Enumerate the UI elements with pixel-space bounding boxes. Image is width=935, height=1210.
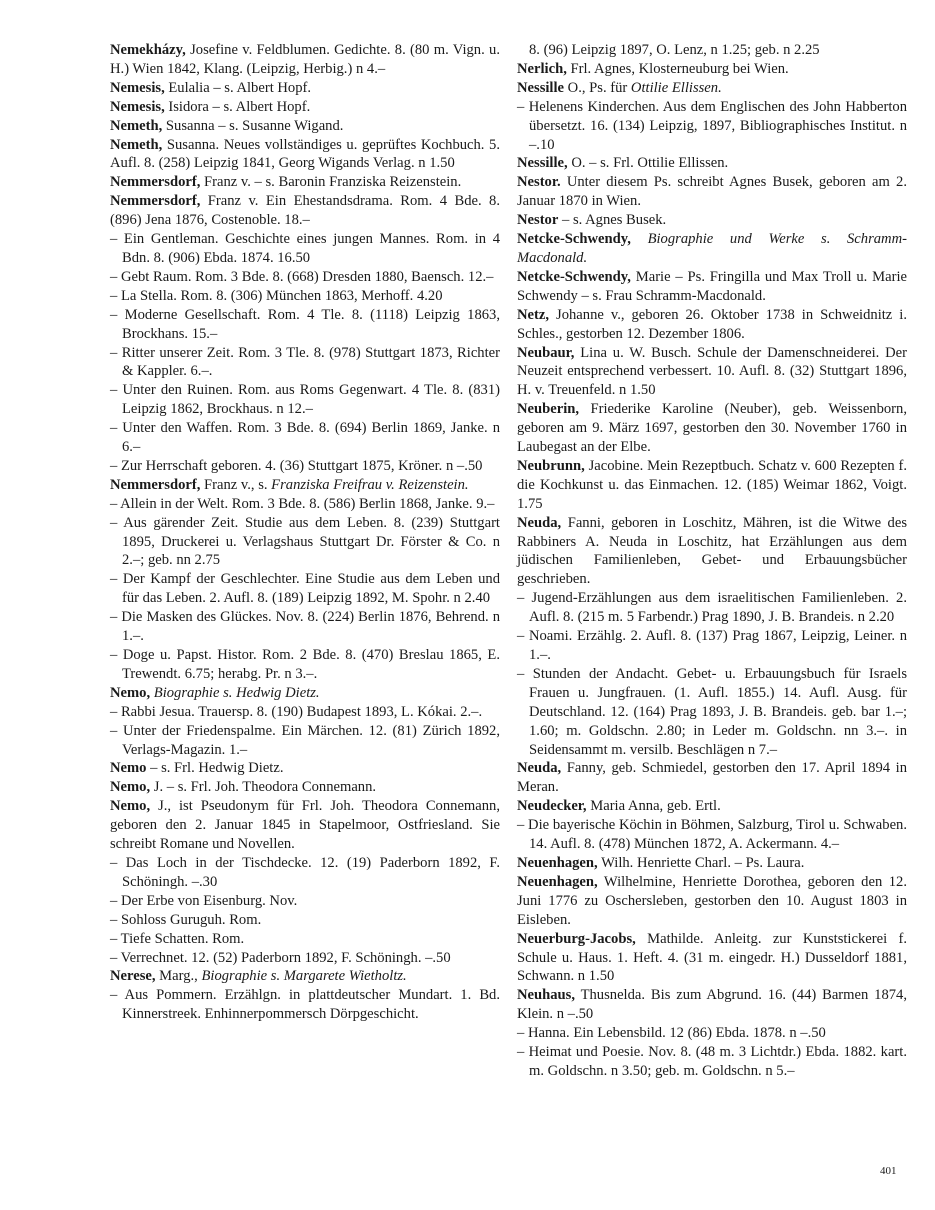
entry-text: – Die Masken des Glückes. Nov. 8. (224) Berlin 1876, Behrend. n 1.–. [110, 609, 500, 645]
entry-italic-text: Biographie s. Hedwig Dietz. [153, 684, 320, 701]
entry-text: Josefine v. Feldblumen. Gedichte. 8. (80 m. Vign. u. H.) Wien 1842, Klang. (Leipzig, Herbig.) n 4.– [110, 42, 500, 77]
entry-text: – Noami. Erzählg. 2. Aufl. 8. (137) Prag 1867, Leipzig, Leiner. n 1.–. [517, 628, 907, 663]
entry-heading: Neuberin, [517, 401, 580, 418]
work-entry [110, 230, 500, 268]
entry-text: Fanni, geboren in Loschitz, Mähren, ist die Witwe des Rabbiners A. Neuda in Loschitz, hat Erzählungen aus dem jüdischen Familienleben, Gebet- und Erbauungsbücher geschrieben. [517, 514, 907, 588]
work-entry [110, 911, 500, 930]
bibliography-entry [517, 306, 907, 344]
entry-text: – Ein Gentleman. Geschichte eines jungen Mannes. Rom. in 4 Bdn. 8. (906) Ebda. 1874. 16.50 [110, 231, 500, 266]
entry-italic-text: Franziska Freifrau v. Reizenstein. [271, 476, 469, 493]
entry-heading: Nemmersdorf, [110, 193, 201, 210]
entry-heading: Neuerburg-Jacobs, [517, 930, 636, 947]
entry-text: – Unter den Waffen. Rom. 3 Bde. 8. (694) Berlin 1869, Janke. n 6.– [110, 420, 500, 456]
entry-heading: Nestor. [517, 174, 561, 191]
bibliography-entry [110, 79, 500, 98]
work-entry [110, 514, 500, 571]
left-column [110, 41, 500, 1024]
entry-heading: Neubrunn, [517, 457, 585, 474]
entry-text: Friederike Karoline (Neuber), geb. Weissenborn, geboren am 9. März 1697, gestorben den 30. November 1760 in Laubegast an der Elbe. [517, 401, 907, 456]
bibliography-entry [110, 476, 500, 495]
entry-heading: Neuhaus, [517, 987, 575, 1004]
entry-heading: Neudecker, [517, 798, 587, 815]
entry-text: – Die bayerische Köchin in Böhmen, Salzburg, Tirol u. Schwaben. 14. Aufl. 8. (478) München 1872, A. Ackermann. 4.– [517, 817, 907, 853]
entry-heading: Nerlich, [517, 60, 567, 77]
work-entry [110, 930, 500, 949]
entry-heading: Neuda, [517, 514, 562, 531]
entry-text: Isidora – s. Albert Hopf. [164, 98, 311, 115]
work-entry [110, 854, 500, 892]
entry-continuation [517, 41, 907, 60]
entry-text: Franz v. Ein Ehestandsdrama. Rom. 4 Bde. 8. (896) Jena 1876, Costenoble. 18.– [110, 193, 500, 229]
bibliography-entry [517, 400, 907, 457]
entry-heading: Neuenhagen, [517, 873, 598, 890]
entry-text: – Aus Pommern. Erzählgn. in plattdeutscher Mundart. 1. Bd. Kinnerstreek. Enhinnerpommersch Dörpgeschicht. [110, 987, 500, 1023]
entry-text: Franz v., s. [200, 476, 272, 493]
entry-text: – Heimat und Poesie. Nov. 8. (48 m. 3 Lichtdr.) Ebda. 1882. kart. m. Goldschn. n 3.50; geb. m. Goldschn. n 5.– [517, 1044, 907, 1079]
entry-heading: Nemmersdorf, [110, 476, 201, 493]
entry-text: – Unter der Friedenspalme. Ein Märchen. 12. (81) Zürich 1892, Verlags-Magazin. 1.– [110, 722, 500, 758]
entry-heading: Neuda, [517, 760, 562, 777]
entry-heading: Nemesis, [110, 79, 165, 96]
bibliography-entry [517, 60, 907, 79]
entry-italic-text: Ottilie Ellissen. [630, 79, 722, 96]
work-entry [110, 381, 500, 419]
entry-text: – Stunden der Andacht. Gebet- u. Erbauungsbuch für Israels Frauen u. Jungfrauen. (1. Aufl. 1855.) 14. Aufl. Ausg. für Deutschland. 12. (164) Prag 1893, J. B. Brandeis. geb. bar 1.–; 1.60; m. Goldschn. 2.80; in Leder m. Goldschn. nn 3.–. in Seidensammt m. versilb. Beschlägen n 7.– [517, 665, 907, 758]
entry-text: – Gebt Raum. Rom. 3 Bde. 8. (668) Dresden 1880, Baensch. 12.– [110, 268, 494, 285]
right-column [517, 41, 907, 1081]
entry-heading: Netcke-Schwendy, [517, 231, 631, 248]
work-entry [110, 419, 500, 457]
bibliography-entry [517, 873, 907, 930]
entry-text: Susanna – s. Susanne Wigand. [162, 117, 344, 134]
bibliography-entry [517, 514, 907, 590]
work-entry [110, 287, 500, 306]
entry-heading: Nessille, [517, 155, 568, 172]
work-entry [110, 457, 500, 476]
bibliography-entry [517, 457, 907, 514]
bibliography-entry [517, 930, 907, 987]
entry-text: – Verrechnet. 12. (52) Paderborn 1892, F. Schöningh. –.50 [110, 949, 451, 966]
entry-heading: Nemo, [110, 779, 151, 796]
bibliography-entry [517, 268, 907, 306]
page-number: 401 [880, 1165, 897, 1177]
entry-text: – Aus gärender Zeit. Studie aus dem Leben. 8. (239) Stuttgart 1895, Druckerei u. Verlagshaus Stuttgart Dr. Förster & Co. n 2.–; geb. nn 2.75 [110, 514, 500, 569]
entry-text: Wilhelmine, Henriette Dorothea, geboren den 12. Juni 1776 zu Oschersleben, gestorben den 10. August 1803 in Eisleben. [517, 873, 907, 928]
entry-heading: Nemeth, [110, 117, 163, 134]
entry-text: Johanne v., geboren 26. Oktober 1738 in Schweidnitz i. Schles., gestorben 12. Dezember 1806. [517, 306, 907, 342]
work-entry [110, 892, 500, 911]
bibliography-entry [517, 344, 907, 401]
bibliography-entry [110, 778, 500, 797]
work-entry [517, 816, 907, 854]
work-entry [110, 986, 500, 1024]
entry-text: Franz v. – s. Baronin Franziska Reizenstein. [200, 174, 462, 191]
entry-text: Fanny, geb. Schmiedel, gestorben den 17. April 1894 in Meran. [517, 760, 907, 796]
entry-text: Maria Anna, geb. Ertl. [586, 798, 721, 815]
work-entry [517, 1024, 907, 1043]
work-entry [110, 570, 500, 608]
entry-text: – s. Agnes Busek. [558, 212, 667, 229]
entry-text: – Tiefe Schatten. Rom. [110, 930, 245, 947]
entry-text: Thusnelda. Bis zum Abgrund. 16. (44) Barmen 1874, Klein. n –.50 [517, 987, 907, 1023]
work-entry [110, 722, 500, 760]
entry-text: – s. Frl. Hedwig Dietz. [146, 760, 284, 777]
entry-text: – Hanna. Ein Lebensbild. 12 (86) Ebda. 1878. n –.50 [517, 1025, 826, 1042]
entry-text: – Allein in der Welt. Rom. 3 Bde. 8. (586) Berlin 1868, Janke. 9.– [110, 495, 495, 512]
bibliography-entry [517, 211, 907, 230]
work-entry [110, 344, 500, 382]
bibliography-entry [517, 854, 907, 873]
entry-text: Marg., [155, 968, 202, 985]
entry-text: – Unter den Ruinen. Rom. aus Roms Gegenwart. 4 Tle. 8. (831) Leipzig 1862, Brockhaus. n 12.– [110, 382, 500, 418]
bibliography-entry [110, 117, 500, 136]
entry-text: Eulalia – s. Albert Hopf. [164, 79, 312, 96]
bibliography-entry [517, 230, 907, 268]
entry-text: Jacobine. Mein Rezeptbuch. Schatz v. 600 Rezepten f. die Kochkunst u. das Einmachen. 12. (185) Weimar 1862, Voigt. 1.75 [517, 457, 907, 512]
entry-heading: Nemesis, [110, 98, 165, 115]
entry-italic-text: Biographie s. Margarete Wietholtz. [201, 968, 407, 985]
work-entry [110, 949, 500, 968]
entry-text: – La Stella. Rom. 8. (306) München 1863, Merhoff. 4.20 [110, 287, 443, 304]
entry-text: – Der Erbe von Eisenburg. Nov. [110, 892, 298, 909]
work-entry [517, 589, 907, 627]
entry-italic-text: Biographie und Werke s. Schramm-Macdonald. [517, 231, 907, 266]
work-entry [110, 646, 500, 684]
bibliography-entry [110, 136, 500, 174]
bibliography-entry [110, 797, 500, 854]
entry-text [631, 231, 648, 247]
entry-text: – Sohloss Guruguh. Rom. [110, 911, 262, 928]
entry-heading: Nemo [110, 760, 147, 777]
entry-heading: Nemo, [110, 684, 151, 701]
work-entry [110, 608, 500, 646]
work-entry [517, 1043, 907, 1081]
bibliography-entry [110, 173, 500, 192]
bibliography-entry [517, 759, 907, 797]
entry-text: Wilh. Henriette Charl. – Ps. Laura. [597, 854, 805, 871]
entry-text: – Helenens Kinderchen. Aus dem Englischen des John Habberton übersetzt. 16. (134) Leipzig, 1897, Bibliographisches Institut. n –.10 [517, 98, 907, 153]
entry-text: – Das Loch in der Tischdecke. 12. (19) Paderborn 1892, F. Schöningh. –.30 [110, 854, 500, 890]
entry-text: – Jugend-Erzählungen aus dem israelitischen Familienleben. 2. Aufl. 8. (215 m. 5 Farbendr.) Prag 1890, J. B. Brandeis. n 2.20 [517, 590, 907, 626]
entry-text: – Der Kampf der Geschlechter. Eine Studie aus dem Leben und für das Leben. 2. Aufl. 8. (189) Leipzig 1892, M. Spohr. n 2.40 [110, 571, 500, 607]
bibliography-entry [517, 797, 907, 816]
entry-text: 8. (96) Leipzig 1897, O. Lenz, n 1.25; geb. n 2.25 [529, 42, 820, 58]
entry-text: – Doge u. Papst. Histor. Rom. 2 Bde. 8. (470) Breslau 1865, E. Trewendt. 6.75; herabg. Pr. n 3.–. [110, 647, 500, 682]
bibliography-entry [517, 173, 907, 211]
entry-heading: Neubaur, [517, 344, 575, 361]
entry-heading: Neuenhagen, [517, 854, 598, 871]
work-entry [110, 495, 500, 514]
entry-text: Lina u. W. Busch. Schule der Damenschneiderei. Der Neuzeit entsprechend verbessert. 10. Aufl. 8. (32) Stuttgart 1896, H. v. Treuenfeld. n 1.50 [517, 344, 907, 399]
work-entry [110, 268, 500, 287]
bibliography-entry [110, 98, 500, 117]
entry-text: O. – s. Frl. Ottilie Ellissen. [567, 155, 729, 172]
work-entry [110, 703, 500, 722]
entry-text: Mathilde. Anleitg. zur Kunststickerei f. Schule u. Haus. 1. Heft. 4. (31 m. eingedr. H.) Dusseldorf 1881, Schwann. n 1.50 [517, 930, 907, 985]
entry-text: Susanna. Neues vollständiges u. geprüftes Kochbuch. 5. Aufl. 8. (258) Leipzig 1841, Georg Wigands Verlag. n 1.50 [110, 136, 500, 172]
entry-heading: Netcke-Schwendy, [517, 268, 631, 285]
entry-heading: Nessille [517, 79, 565, 96]
entry-text: J. – s. Frl. Joh. Theodora Connemann. [150, 779, 377, 796]
entry-text: – Ritter unserer Zeit. Rom. 3 Tle. 8. (978) Stuttgart 1873, Richter & Kappler. 6.–. [110, 344, 500, 380]
work-entry [517, 627, 907, 665]
entry-text: J., ist Pseudonym für Frl. Joh. Theodora Connemann, geboren den 2. Januar 1845 in Stapelmoor, Ostfriesland. Sie schreibt Romane und Novellen. [110, 798, 500, 853]
entry-text: – Rabbi Jesua. Trauersp. 8. (190) Budapest 1893, L. Kókai. 2.–. [110, 703, 483, 720]
entry-text: – Zur Herrschaft geboren. 4. (36) Stuttgart 1875, Kröner. n –.50 [110, 457, 483, 474]
entry-heading: Nestor [517, 212, 559, 229]
entry-text: Unter diesem Ps. schreibt Agnes Busek, geboren am 2. Januar 1870 in Wien. [517, 174, 907, 210]
entry-text: Frl. Agnes, Klosterneuburg bei Wien. [566, 60, 789, 77]
entry-heading: Nerese, [110, 968, 156, 985]
entry-text: Marie – Ps. Fringilla und Max Troll u. Marie Schwendy – s. Frau Schramm-Macdonald. [517, 268, 907, 304]
bibliography-entry [110, 41, 500, 79]
work-entry [517, 98, 907, 155]
bibliography-entry [517, 79, 907, 98]
work-entry [110, 306, 500, 344]
entry-text: O., Ps. für [564, 79, 631, 96]
entry-heading: Nemmersdorf, [110, 174, 201, 191]
entry-heading: Nemekházy, [110, 42, 186, 58]
bibliography-entry [110, 967, 500, 986]
bibliography-entry [517, 986, 907, 1024]
bibliography-entry [110, 684, 500, 703]
bibliography-entry [517, 154, 907, 173]
work-entry [517, 665, 907, 760]
entry-heading: Nemeth, [110, 136, 163, 153]
bibliography-entry [110, 192, 500, 230]
entry-heading: Nemo, [110, 798, 151, 815]
bibliography-entry [110, 759, 500, 778]
entry-text: – Moderne Gesellschaft. Rom. 4 Tle. 8. (1118) Leipzig 1863, Brockhans. 15.– [110, 306, 500, 342]
entry-heading: Netz, [517, 306, 550, 323]
